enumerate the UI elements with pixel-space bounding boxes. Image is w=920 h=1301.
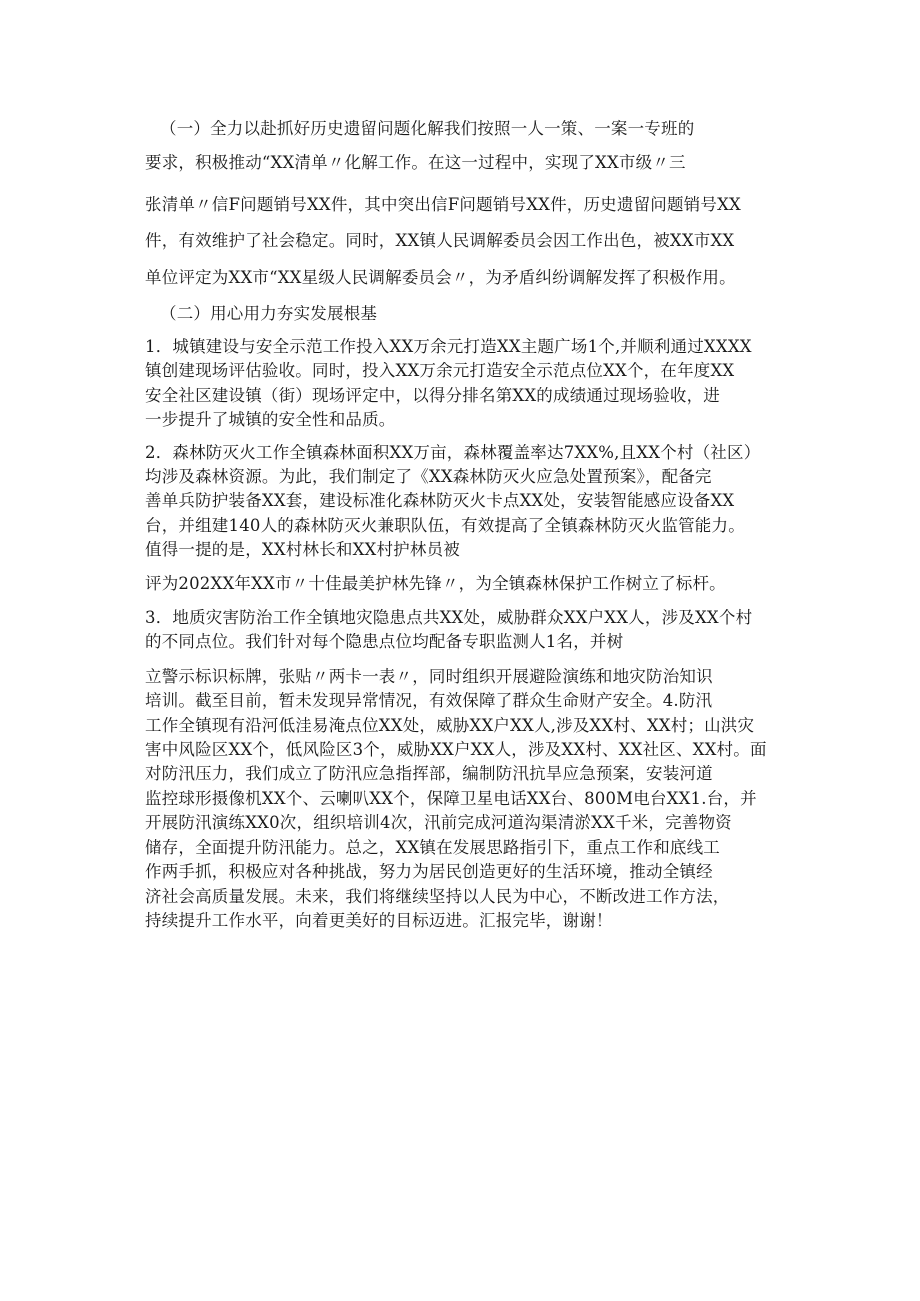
text-line-7: 1．城镇建设与安全示范工作投入XX万余元打造XX主题广场1个,并顺利通过XXXX — [145, 337, 752, 356]
text-line-23: 对防汛压力，我们成立了防汛应急指挥部，编制防汛抗旱应急预案，安装河道 — [145, 764, 713, 783]
section-heading: （二）用心用力夯实发展根基 — [160, 304, 378, 323]
text-line-9: 安全社区建设镇（街）现场评定中，以得分排名第XX的成绩通过现场验收，进 — [145, 386, 720, 405]
text-line-21: 工作全镇现有沿河低洼易淹点位XX处，威胁XX户XX人,涉及XX村、XX村；山洪灾 — [145, 716, 755, 735]
text-line-22: 害中风险区XX个，低风险区3个，威胁XX户XX人，涉及XX村、XX社区、XX村。面 — [145, 740, 767, 759]
text-line-25: 开展防汛演练XX0次，组织培训4次，汛前完成河道沟渠清淤XX千米，完善物资 — [145, 813, 732, 832]
text-line-2: 要求，积极推动“XX清单〃化解工作。在这一过程中，实现了XX市级〃三 — [145, 153, 686, 172]
text-line-24: 监控球形摄像机XX个、云喇叭XX个，保障卫星电话XX台、800M电台XX1.台，并 — [145, 789, 757, 808]
text-line-8: 镇创建现场评估验收。同时，投入XX万余元打造安全示范点位XX个，在年度XX — [145, 361, 735, 380]
text-line-4: 件，有效维护了社会稳定。同时，XX镇人民调解委员会因工作出色，被XX市XX — [145, 231, 735, 250]
text-line-18: 的不同点位。我们针对每个隐患点位均配备专职监测人1名，并树 — [145, 632, 624, 651]
text-line-15: 值得一提的是，XX村林长和XX村护林员被 — [145, 540, 460, 559]
text-line-27: 作两手抓，积极应对各种挑战，努力为居民创造更好的生活环境，推动全镇经 — [145, 862, 713, 881]
text-line-12: 均涉及森林资源。为此，我们制定了《XX森林防灭火应急处置预案》，配备完 — [145, 467, 712, 486]
text-line-17: 3．地质灾害防治工作全镇地灾隐患点共XX处，威胁群众XX户XX人，涉及XX个村 — [145, 608, 753, 627]
text-line-5: 单位评定为XX市“XX星级人民调解委员会〃，为矛盾纠纷调解发挥了积极作用。 — [145, 268, 736, 287]
text-line-16: 评为202XX年XX市〃十佳最美护林先锋〃，为全镇森林保护工作树立了标杆。 — [145, 574, 726, 593]
text-line-3: 张清单〃信F问题销号XX件，其中突出信F问题销号XX件，历史遗留问题销号XX — [145, 195, 741, 214]
text-line-29: 持续提升工作水平，向着更美好的目标迈进。汇报完毕，谢谢！ — [145, 911, 613, 930]
text-line-19: 立警示标识标牌，张贴〃两卡一表〃，同时组织开展避险演练和地灾防治知识 — [145, 667, 713, 686]
text-line-1: （一）全力以赴抓好历史遗留问题化解我们按照一人一策、一案一专班的 — [160, 119, 695, 138]
text-line-26: 储存，全面提升防汛能力。总之，XX镇在发展思路指引下，重点工作和底线工 — [145, 838, 720, 857]
text-line-11: 2．森林防灭火工作全镇森林面积XX万亩，森林覆盖率达7XX%,且XX个村（社区） — [145, 443, 761, 462]
text-line-14: 台，并组建140人的森林防灭火兼职队伍，有效提高了全镇森林防灭火监管能力。 — [145, 516, 745, 535]
text-line-20: 培训。截至目前，暂未发现异常情况，有效保障了群众生命财产安全。4.防汛 — [145, 691, 713, 710]
text-line-10: 一步提升了城镇的安全性和品质。 — [145, 410, 396, 429]
text-line-13: 善单兵防护装备XX套，建设标准化森林防灭火卡点XX处，安装智能感应设备XX — [145, 491, 735, 510]
text-line-28: 济社会高质量发展。未来，我们将继续坚持以人民为中心，不断改进工作方法， — [145, 887, 730, 906]
